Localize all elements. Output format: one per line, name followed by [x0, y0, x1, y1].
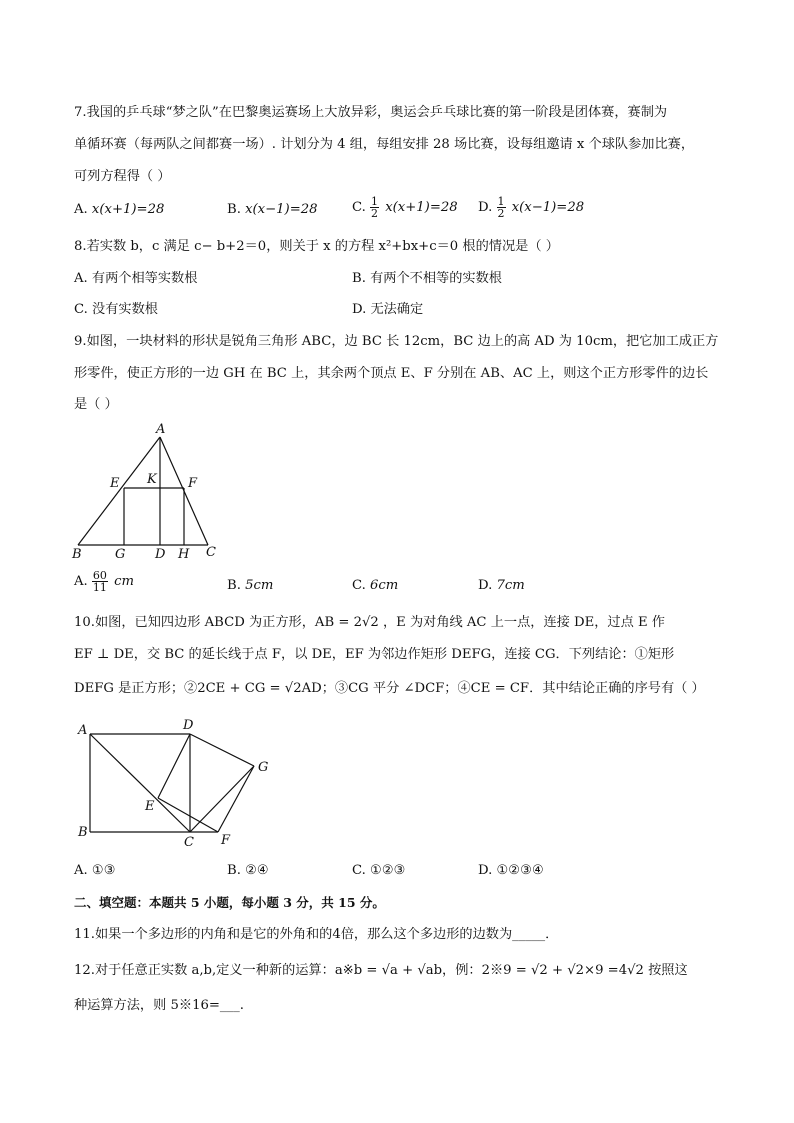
fraction: [370, 196, 379, 219]
q7-option-b: [227, 201, 318, 219]
q8-option-c: C. 没有实数根: [74, 302, 158, 317]
option-letter: B.: [227, 578, 241, 593]
q10-line-2: EF ⊥ DE，交 BC 的延长线于点 F，以 DE，EF 为邻边作矩形 DEFG，连接 CG．下列结论：①矩形: [74, 647, 675, 662]
label-a: A: [156, 422, 166, 437]
option-expr: 6cm: [370, 578, 399, 593]
option-letter: A.: [74, 574, 88, 589]
label-c: C: [206, 545, 216, 560]
q11-line-1: 11.如果一个多边形的内角和是它的外角和的4倍，那么这个多边形的边数为_____．: [74, 927, 559, 942]
q8-option-b: B. 有两个不相等的实数根: [352, 271, 502, 286]
section-heading: 二、填空题：本题共 5 小题，每小题 3 分，共 15 分。: [74, 895, 385, 910]
option-expr: x(x+1)=28: [91, 202, 165, 217]
segment-de: [158, 734, 190, 798]
q8-line-1: 8.若实数 b，c 满足 c− b+2＝0，则关于 x 的方程 x²+bx+c＝0 根的情况是（ ）: [74, 239, 559, 254]
option-expr: x(x−1)=28: [511, 200, 585, 215]
option-letter: B.: [227, 202, 241, 217]
fraction-numerator: 60: [92, 569, 107, 582]
label-d: D: [155, 547, 166, 562]
option-letter: D.: [478, 578, 493, 593]
q9-line-3: 是（ ）: [74, 397, 118, 412]
option-expr: 7cm: [496, 578, 525, 593]
q10-option-c: C. ①②③: [352, 863, 406, 878]
q9-option-d: [478, 577, 525, 595]
diagonal-ac: [90, 734, 190, 832]
fraction-denominator: 11: [92, 581, 107, 594]
segment-cg: [190, 766, 254, 832]
q7-line-1: 7.我国的乒乓球“梦之队”在巴黎奥运赛场上大放异彩，奥运会乒乓球比赛的第一阶段是团体赛，赛制为: [74, 105, 668, 120]
q12-line-2: 种运算方法，则 5※16=___.: [74, 998, 244, 1013]
q7-option-a: [74, 201, 164, 219]
label-g: G: [258, 760, 269, 775]
q10-option-b: B. ②④: [227, 863, 269, 878]
q9-line-2: 形零件，使正方形的一边 GH 在 BC 上，其余两个顶点 E、F 分别在 AB、AC 上，则这个正方形零件的边长: [74, 366, 709, 381]
label-g: G: [115, 547, 126, 562]
q9-option-b: [227, 577, 273, 595]
q9-line-1: 9.如图，一块材料的形状是锐角三角形 ABC，边 BC 长 12cm，BC 边上的高 AD 为 10cm，把它加工成正方: [74, 334, 719, 349]
q7-line-3: 可列方程得（ ）: [74, 169, 171, 184]
label-a: A: [78, 723, 88, 738]
fraction-numerator: 1: [371, 195, 379, 208]
option-expr: 5cm: [245, 578, 274, 593]
q10-line-3: DEFG 是正方形；②2CE + CG = √2AD；③CG 平分 ∠DCF；④CE = CF．其中结论正确的序号有（ ）: [74, 681, 705, 696]
q9-option-a: [74, 570, 134, 593]
label-k: K: [147, 472, 157, 487]
option-expr: x(x+1)=28: [385, 200, 458, 215]
label-c: C: [184, 835, 194, 850]
square-figure: [60, 710, 280, 855]
q12-line-1: 12.对于任意正实数 a,b,定义一种新的运算：a※b = √a + √ab，例：2※9 = √2 + √2×9 =4√2 按照这: [74, 963, 688, 978]
option-letter: C.: [352, 578, 366, 593]
q7-option-d: [478, 196, 584, 219]
segment-ef: [158, 798, 218, 832]
option-expr: x(x−1)=28: [245, 202, 318, 217]
q7-option-c: [352, 196, 458, 219]
side-ab: [78, 437, 160, 545]
segment-dg: [190, 734, 254, 766]
q8-option-a: A. 有两个相等实数根: [74, 271, 198, 286]
fraction-numerator: 1: [497, 195, 505, 208]
option-letter: D.: [478, 200, 493, 215]
option-letter: A.: [74, 202, 88, 217]
q10-option-d: D. ①②③④: [478, 863, 544, 878]
fraction-denominator: 2: [371, 207, 379, 220]
label-b: B: [78, 825, 88, 840]
option-letter: C.: [352, 200, 366, 215]
label-e: E: [110, 476, 120, 491]
q7-line-2: 单循环赛（每两队之间都赛一场）. 计划分为 4 组，每组安排 28 场比赛，设每组邀请 x 个球队参加比赛，: [74, 137, 695, 152]
label-b: B: [72, 547, 82, 562]
fraction-denominator: 2: [497, 207, 505, 220]
segment-fg: [218, 766, 254, 832]
fraction: [497, 196, 506, 219]
q9-option-c: [352, 577, 398, 595]
option-unit: cm: [114, 574, 135, 589]
q10-line-1: 10.如图，已知四边形 ABCD 为正方形，AB = 2√2 ，E 为对角线 AC 上一点，连接 DE，过点 E 作: [74, 615, 665, 630]
label-e: E: [145, 799, 155, 814]
label-h: H: [178, 547, 190, 562]
triangle-figure: [60, 415, 240, 565]
label-f: F: [188, 476, 198, 491]
q8-option-d: D. 无法确定: [352, 302, 424, 317]
q10-option-a: A. ①③: [74, 863, 116, 878]
label-f: F: [221, 833, 231, 848]
fraction: [92, 570, 108, 593]
label-d: D: [183, 718, 194, 733]
